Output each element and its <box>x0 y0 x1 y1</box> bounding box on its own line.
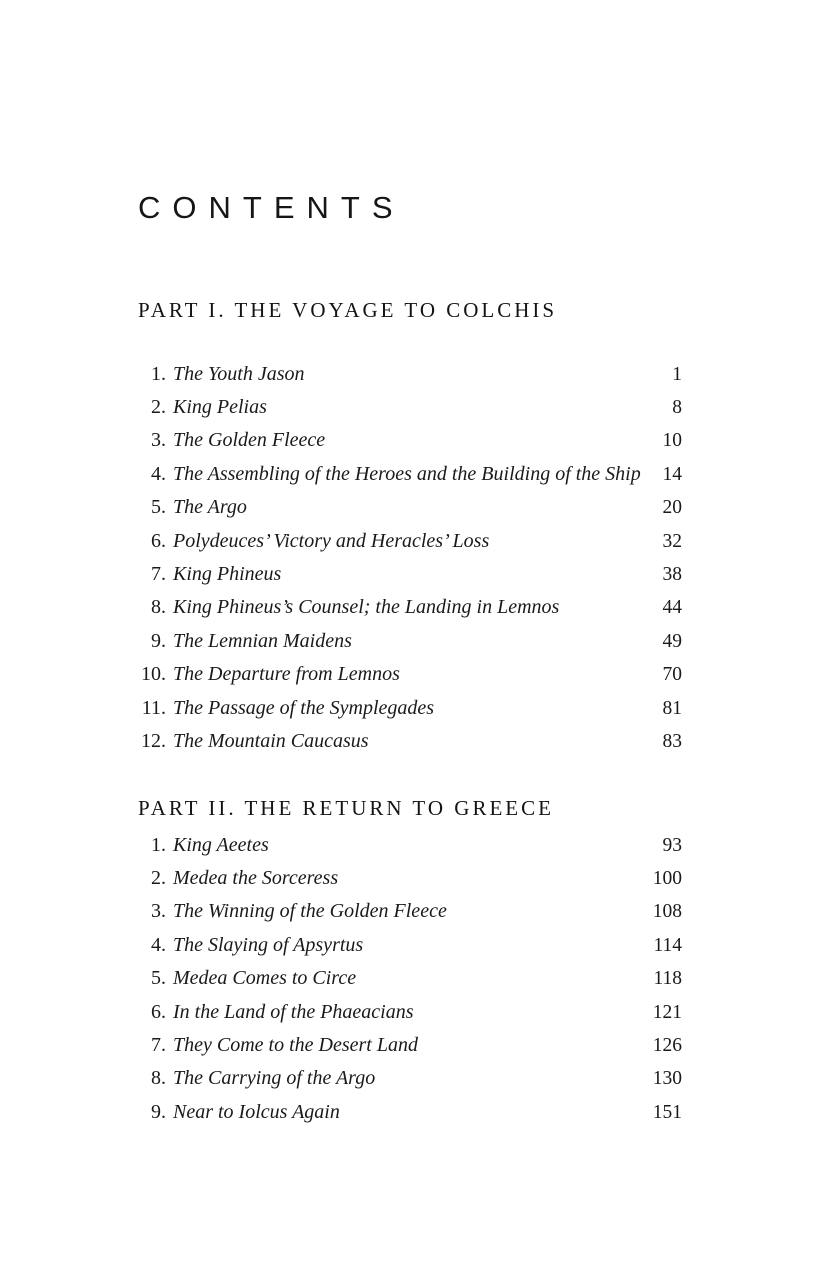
entry-page: 108 <box>652 901 682 923</box>
entry-title: King Pelias <box>173 396 267 419</box>
entry-number: 4. <box>151 933 166 956</box>
entry-title: The Argo <box>173 496 247 519</box>
entry-title: King Aeetes <box>173 833 269 856</box>
entry-page: 49 <box>662 630 682 652</box>
entry-page: 38 <box>662 564 682 586</box>
entry-title: The Youth Jason <box>173 362 305 385</box>
entry-title: Medea Comes to Circe <box>173 967 357 990</box>
toc-entry <box>138 725 682 758</box>
entry-title: The Carrying of the Argo <box>173 1067 376 1090</box>
toc-entry <box>138 558 682 591</box>
toc-entry <box>138 491 682 524</box>
toc-body <box>138 297 682 1130</box>
entry-number: 2. <box>151 396 166 419</box>
entry-number: 3. <box>151 429 166 452</box>
entry-title: King Phineus <box>173 563 282 586</box>
entry-number: 6. <box>151 1000 166 1023</box>
entry-number: 5. <box>151 967 166 990</box>
toc-entry <box>138 1096 682 1129</box>
entry-title: King Phineus’s Counsel; the Landing in Lemnos <box>173 596 560 619</box>
entry-page: 118 <box>653 968 682 990</box>
toc-entry <box>138 424 682 457</box>
entry-number: 6. <box>151 529 166 552</box>
entry-page: 20 <box>662 497 682 519</box>
entry-page: 1 <box>672 363 682 385</box>
part-heading: PART I. THE VOYAGE TO COLCHIS <box>138 297 558 322</box>
toc-entry <box>138 391 682 424</box>
entry-title: The Assembling of the Heroes and the Building of the Ship <box>173 462 641 485</box>
entry-title: The Winning of the Golden Fleece <box>173 900 447 923</box>
entry-title: The Departure from Lemnos <box>173 663 400 686</box>
entry-page: 100 <box>652 867 682 889</box>
entry-number: 12. <box>141 730 166 753</box>
entry-title: In the Land of the Phaeacians <box>173 1000 414 1023</box>
entry-title: Medea the Sorceress <box>173 866 339 889</box>
entry-page: 83 <box>662 731 682 753</box>
entry-list <box>138 358 682 759</box>
entry-page: 8 <box>672 397 682 419</box>
toc-entry <box>138 895 682 928</box>
entry-number: 1. <box>151 362 166 385</box>
toc-entry <box>138 1062 682 1095</box>
entry-number: 7. <box>151 563 166 586</box>
entry-number: 3. <box>151 900 166 923</box>
entry-title: The Golden Fleece <box>173 429 326 452</box>
toc-entry <box>138 658 682 691</box>
entry-page: 114 <box>653 934 682 956</box>
toc-entry <box>138 862 682 895</box>
toc-entry <box>138 929 682 962</box>
entry-page: 44 <box>662 597 682 619</box>
entry-number: 11. <box>141 696 166 719</box>
entry-page: 32 <box>662 530 682 552</box>
entry-page: 151 <box>652 1101 682 1123</box>
entry-title: Polydeuces’ Victory and Heracles’ Loss <box>173 529 490 552</box>
toc-entry <box>138 625 682 658</box>
entry-page: 14 <box>662 463 682 485</box>
entry-page: 126 <box>652 1034 682 1056</box>
entry-page: 81 <box>662 697 682 719</box>
entry-title: They Come to the Desert Land <box>173 1033 418 1056</box>
entry-page: 10 <box>662 430 682 452</box>
toc-entry <box>138 962 682 995</box>
entry-list <box>138 829 682 1130</box>
entry-title: The Slaying of Apsyrtus <box>173 933 364 956</box>
entry-title: The Passage of the Symplegades <box>173 696 435 719</box>
entry-page: 93 <box>662 834 682 856</box>
toc-entry <box>138 591 682 624</box>
toc-entry <box>138 1029 682 1062</box>
entry-title: Near to Iolcus Again <box>173 1100 340 1123</box>
toc-entry <box>138 458 682 491</box>
entry-number: 8. <box>151 596 166 619</box>
entry-number: 9. <box>151 1100 166 1123</box>
entry-number: 4. <box>151 462 166 485</box>
entry-number: 8. <box>151 1067 166 1090</box>
entry-title: The Lemnian Maidens <box>173 629 352 652</box>
entry-number: 7. <box>151 1033 166 1056</box>
entry-number: 2. <box>151 866 166 889</box>
page-title: CONTENTS <box>138 190 405 225</box>
toc-entry <box>138 358 682 391</box>
entry-page: 70 <box>662 664 682 686</box>
toc-part <box>138 297 682 759</box>
entry-number: 10. <box>141 663 166 686</box>
entry-title: The Mountain Caucasus <box>173 730 369 753</box>
entry-number: 9. <box>151 629 166 652</box>
toc-part <box>138 795 682 1130</box>
entry-page: 121 <box>652 1001 682 1023</box>
entry-number: 1. <box>151 833 166 856</box>
entry-page: 130 <box>652 1068 682 1090</box>
toc-entry <box>138 525 682 558</box>
part-heading: PART II. THE RETURN TO GREECE <box>138 795 554 820</box>
toc-entry <box>138 829 682 862</box>
toc-entry <box>138 692 682 725</box>
entry-number: 5. <box>151 496 166 519</box>
toc-entry <box>138 996 682 1029</box>
